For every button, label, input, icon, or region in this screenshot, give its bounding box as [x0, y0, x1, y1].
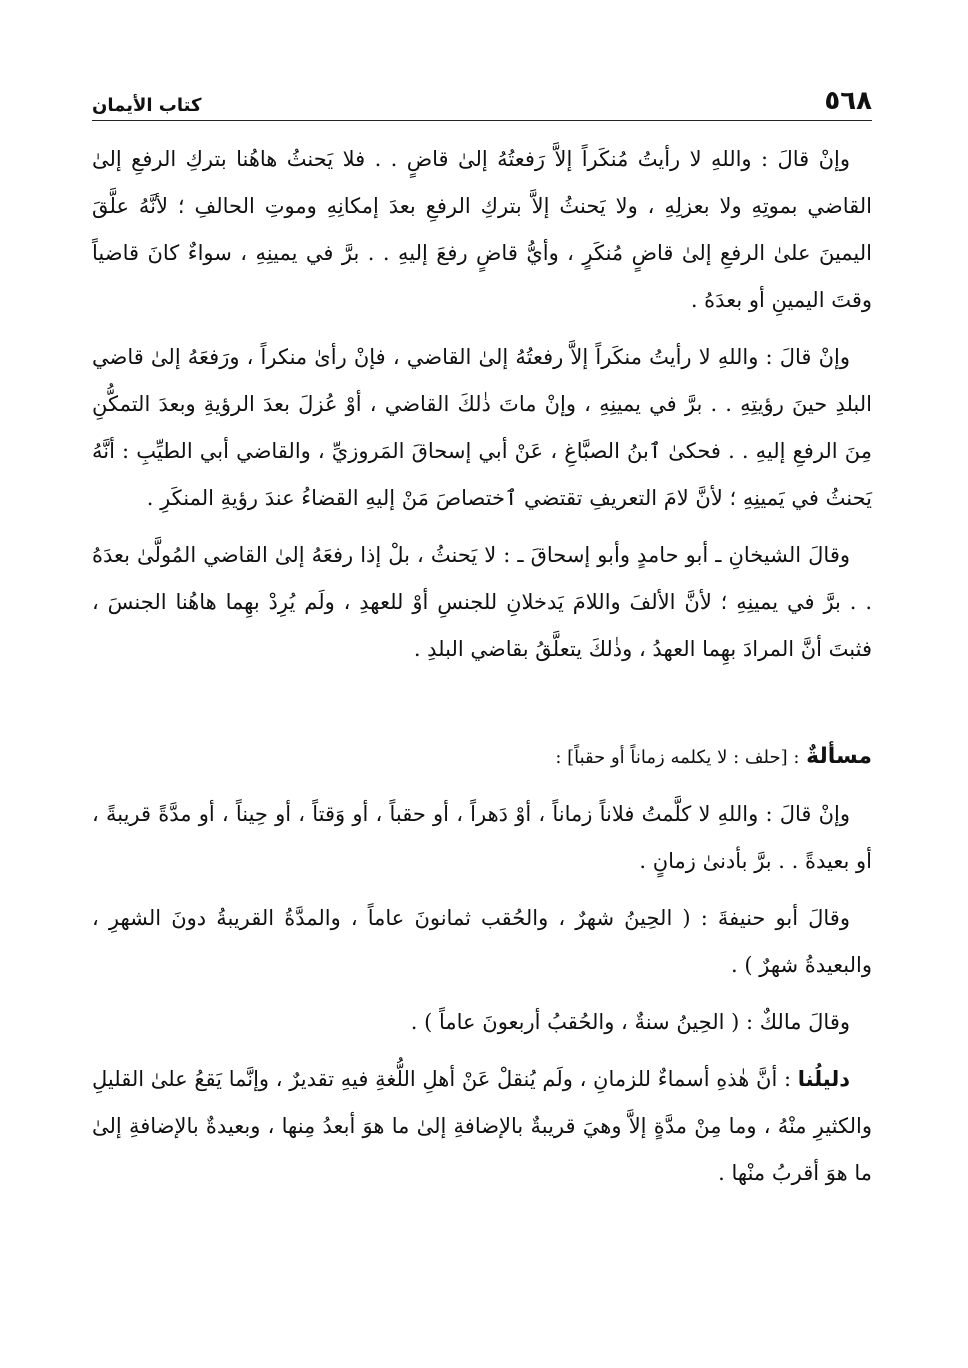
paragraph-2: وإنْ قالَ : واللهِ لا رأيتُ منكَراً إلاَّ رفعتُهُ إلىٰ القاضي ، فإنْ رأىٰ منكراً ، ورَفعَهُ إلىٰ قاضي البلدِ حينَ رؤيتِهِ . . برَّ في يمينِهِ ، وإنْ ماتَ ذٰلكَ القاضي ، أوْ عُزلَ بعدَ الرؤيةِ وبعدَ التمكُّنِ مِنَ الرفعِ إليهِ . . فحكىٰ ٱبنُ الصبَّاغِ ، عَنْ أبي إسحاقَ المَروزيِّ ، والقاضي أبي الطيِّبِ : أنَّهُ يَحنثُ في يَمينِهِ ؛ لأنَّ لامَ التعريفِ تقتضي ٱختصاصَ مَنْ إليهِ القضاءُ عندَ رؤيةِ المنكَرِ . — [92, 345, 872, 510]
page-body — [92, 136, 872, 1197]
paragraph-5: وقالَ أبو حنيفةَ : ( الحِينُ شهرٌ ، والحُقب ثمانونَ عاماً ، والمدَّةُ القريبةُ دونَ الشهرِ ، والبعيدةُ شهرٌ ) . — [92, 906, 872, 977]
running-header — [92, 78, 872, 121]
proof-paragraph — [92, 1056, 872, 1197]
masala-label: مسألةٌ — [806, 744, 872, 769]
proof-lead: دليلُنا — [797, 1067, 850, 1091]
paragraph-4: وإنْ قالَ : واللهِ لا كلَّمتُ فلاناً زماناً ، أوْ دَهراً ، أو حقباً ، أو وَقتاً ، أو حِيناً ، أو مدَّةً قريبةً ، أو بعيدةً . . برَّ بأدنىٰ زمانٍ . — [92, 802, 872, 873]
masala-heading-line — [92, 733, 872, 781]
book-title: كتاب الأيمان — [92, 95, 202, 116]
paragraph-6: وقالَ مالكٌ : ( الحِينُ سنةٌ ، والحُقبُ أربعونَ عاماً ) . — [410, 1010, 850, 1034]
page-number: ٥٦٨ — [824, 86, 872, 116]
proof-text: : أنَّ هٰذهِ أسماءٌ للزمانِ ، ولَم يُنقلْ عَنْ أهلِ اللُّغةِ فيهِ تقديرٌ ، وإنَّما يَقعُ علىٰ القليلِ والكثيرِ منْهُ ، وما مِنْ مدَّةٍ إلاَّ وهيَ قريبةٌ بالإضافةِ إلىٰ ما هوَ أبعدُ مِنها ، وبعيدةٌ بالإضافةِ إلىٰ ما هوَ أقربُ منْها . — [92, 1067, 872, 1185]
paragraph-1: وإنْ قالَ : واللهِ لا رأيتُ مُنكَراً إلاَّ رَفعتُهُ إلىٰ قاضٍ . . فلا يَحنثُ هاهُنا بتركِ الرفعِ إلىٰ القاضي بموتِهِ ولا بعزلِهِ ، ولا يَحنثُ إلاَّ بتركِ الرفعِ بعدَ إمكانِهِ وموتِ الحالفِ ؛ لأنَّهُ علَّقَ اليمينَ علىٰ الرفعِ إلىٰ قاضٍ مُنكَرٍ ، وأيُّ قاضٍ رفعَ إليهِ . . برَّ في يمينِهِ ، سواءٌ كانَ قاضياً وقتَ اليمينِ أو بعدَهُ . — [92, 147, 872, 312]
masala-title: : [حلف : لا يكلمه زماناً أو حقباً] : — [555, 747, 800, 768]
paragraph-3: وقالَ الشيخانِ ـ أبو حامدٍ وأبو إسحاقَ ـ : لا يَحنثُ ، بلْ إذا رفعَهُ إلىٰ القاضي المُولَّىٰ بعدَهُ . . برَّ في يمينِهِ ؛ لأنَّ الألفَ واللامَ يَدخلانِ للجنسِ أوْ للعهدِ ، ولَم يُرِدْ بهِما هاهُنا الجنسَ ، فثبتَ أنَّ المرادَ بهِما العهدُ ، وذٰلكَ يتعلَّقُ بقاضي البلدِ . — [92, 543, 872, 661]
